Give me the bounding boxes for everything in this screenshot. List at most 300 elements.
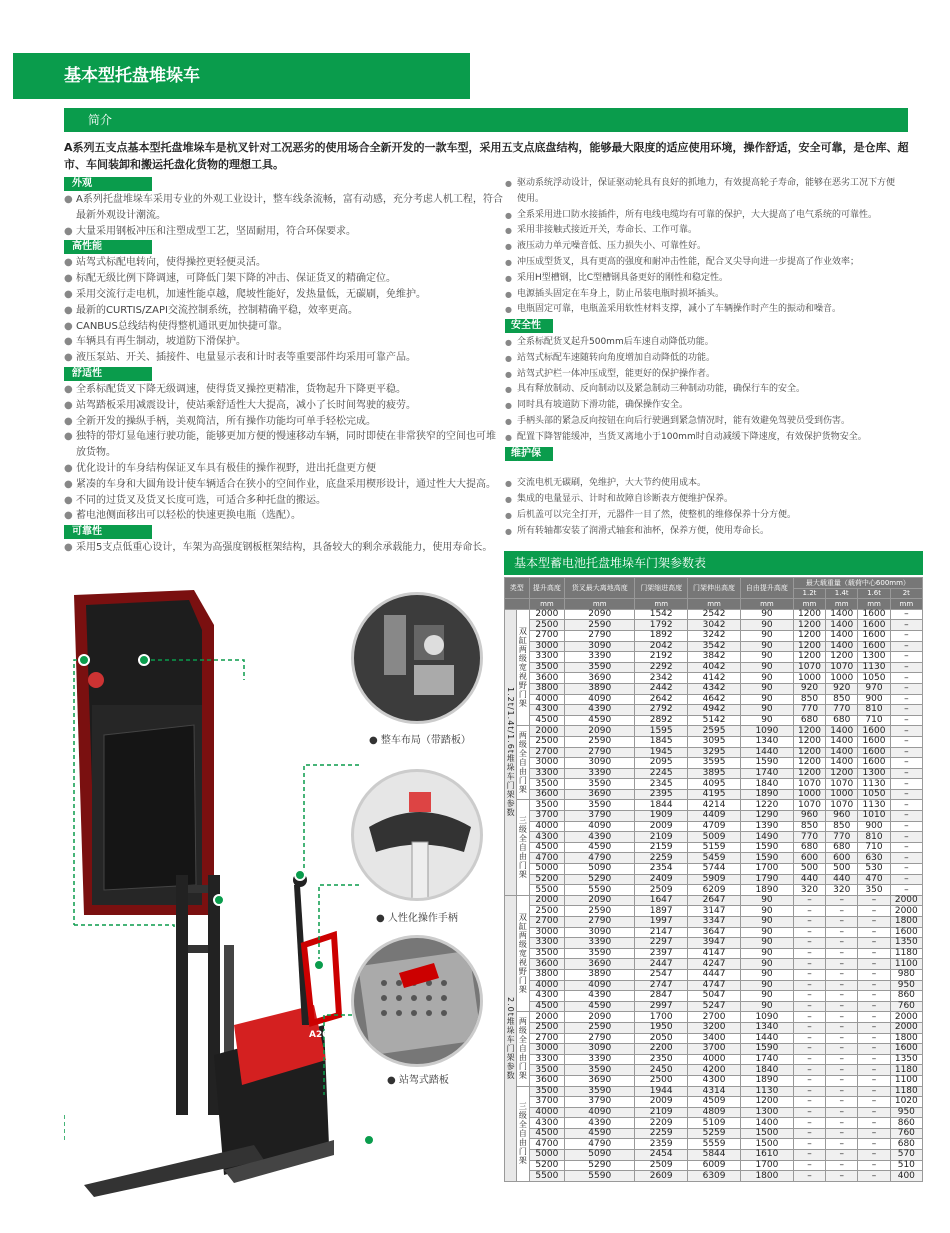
table-cell: 1950 (635, 1022, 688, 1033)
table-cell: 2595 (688, 726, 741, 737)
table-cell: 770 (826, 705, 858, 716)
table-row (505, 683, 923, 694)
table-cell: 2997 (635, 1001, 688, 1012)
table-cell: 5290 (565, 874, 635, 885)
feature-item: ● 标配无级比例下降调速，可降低门架下降的冲击、保证货叉的精确定位。 (64, 271, 504, 287)
table-cell: 2000 (529, 726, 565, 737)
table-cell: 1070 (826, 662, 858, 673)
table-cell: – (793, 991, 825, 1002)
table-cell: – (890, 630, 922, 641)
table-cell: 680 (793, 715, 825, 726)
table-cell: 710 (858, 715, 890, 726)
table-cell: – (890, 705, 922, 716)
table-cell: 1000 (826, 673, 858, 684)
table-cell: 90 (740, 948, 793, 959)
feature-item: ● 采用5支点低重心设计，车架为高强度钢板框架结构，具备较大的剩余承载能力，使用寿命长。 (64, 540, 504, 556)
table-cell: – (890, 768, 922, 779)
group-label: 2.0t堆垛车门架参数 (505, 895, 517, 1181)
table-cell: 2000 (529, 609, 565, 620)
table-cell: 4300 (529, 832, 565, 843)
table-cell: 850 (793, 821, 825, 832)
table-cell: 320 (826, 885, 858, 896)
table-row (505, 980, 923, 991)
table-cell: 3390 (565, 938, 635, 949)
table-cell: – (793, 1012, 825, 1023)
subgroup-label: 两级全自由门架 (517, 726, 529, 800)
table-cell: 3500 (529, 662, 565, 673)
table-cell: 2292 (635, 662, 688, 673)
table-cell: 5009 (688, 832, 741, 843)
feature-item: ● 电源插头固定在车身上，防止吊装电瓶时损坏插头。 (505, 287, 900, 303)
table-cell: – (890, 779, 922, 790)
table-cell: 1600 (858, 609, 890, 620)
feature-item: ● 全系标配货叉起升500mm后车速自动降低功能。 (505, 335, 900, 351)
table-cell: – (793, 1044, 825, 1055)
subgroup-label: 双缸两级宽视野门架 (517, 895, 529, 1012)
feature-item: ● 独特的带灯显龟速行驶功能，能够更加方便的慢速移动车辆，同时即使在非常狭窄的空间也可堆放货物。 (64, 429, 504, 461)
table-cell: – (793, 1065, 825, 1076)
table-cell: 1070 (793, 779, 825, 790)
table-cell: 2000 (890, 1012, 922, 1023)
table-cell: – (890, 652, 922, 663)
table-cell: 3200 (688, 1022, 741, 1033)
table-cell: – (858, 1001, 890, 1012)
caption-layout-text: 整车布局（带踏板） (380, 735, 471, 746)
table-cell: – (793, 917, 825, 928)
table-cell: 90 (740, 673, 793, 684)
table-cell: – (793, 1054, 825, 1065)
table-cell: 3542 (688, 641, 741, 652)
table-cell: 3800 (529, 969, 565, 980)
table-cell: 1600 (858, 620, 890, 631)
feature-column-right (505, 176, 900, 540)
th-unit: mm (793, 599, 825, 610)
truck-model-label: A20 (309, 1030, 329, 1040)
table-cell: 4700 (529, 853, 565, 864)
truck-body (84, 873, 339, 1197)
table-cell: 1290 (740, 811, 793, 822)
table-cell: – (890, 683, 922, 694)
table-cell: 500 (826, 864, 858, 875)
table-cell: 4000 (529, 1107, 565, 1118)
table-cell: 2747 (635, 980, 688, 991)
table-cell: 2000 (890, 1022, 922, 1033)
table-cell: 1600 (858, 736, 890, 747)
table-cell: 2297 (635, 938, 688, 949)
table-cell: 1440 (740, 747, 793, 758)
pedal-photo (351, 935, 483, 1067)
table-cell: 1070 (793, 800, 825, 811)
table-cell: 5500 (529, 1171, 565, 1182)
feature-item: ● 站驾式标配电转向，使得操控更轻便灵活。 (64, 255, 504, 271)
table-cell: 4409 (688, 811, 741, 822)
table-cell: – (890, 885, 922, 896)
th-cap-4: 2t (890, 588, 922, 599)
table-cell: 90 (740, 705, 793, 716)
table-row (505, 969, 923, 980)
table-row (505, 853, 923, 864)
table-cell: 2509 (635, 1160, 688, 1171)
table-cell: 5290 (565, 1160, 635, 1171)
section-heading: 舒适性 (64, 367, 152, 381)
layout-photo-art (354, 595, 483, 724)
table-cell: 1610 (740, 1150, 793, 1161)
table-row (505, 609, 923, 620)
table-cell: 1600 (858, 758, 890, 769)
table-cell: 680 (826, 715, 858, 726)
table-cell: 3590 (565, 1086, 635, 1097)
table-cell: 4942 (688, 705, 741, 716)
table-cell: 1340 (740, 736, 793, 747)
table-cell: 2500 (635, 1075, 688, 1086)
table-row (505, 1065, 923, 1076)
table-cell: – (826, 1075, 858, 1086)
table-cell: 2350 (635, 1054, 688, 1065)
table-cell: 2009 (635, 821, 688, 832)
table-cell: 90 (740, 938, 793, 949)
table-cell: 90 (740, 895, 793, 906)
table-cell: 1400 (826, 609, 858, 620)
table-cell: 1180 (890, 1086, 922, 1097)
table-cell: 960 (826, 811, 858, 822)
table-cell: 4300 (529, 1118, 565, 1129)
table-cell: – (858, 980, 890, 991)
table-cell: 2000 (890, 895, 922, 906)
table-cell: 4790 (565, 1139, 635, 1150)
table-cell: 1595 (635, 726, 688, 737)
th-unit: mm (826, 599, 858, 610)
table-cell: 2395 (635, 789, 688, 800)
table-cell: 5159 (688, 842, 741, 853)
table-cell: 760 (890, 1128, 922, 1139)
table-cell: 1200 (793, 736, 825, 747)
table-cell: 90 (740, 683, 793, 694)
table-cell: – (858, 1139, 890, 1150)
table-cell: 1400 (826, 641, 858, 652)
table-cell: 2342 (635, 673, 688, 684)
table-cell: 2245 (635, 768, 688, 779)
table-row (505, 715, 923, 726)
table-cell: 900 (858, 821, 890, 832)
table-cell: 2009 (635, 1097, 688, 1108)
table-cell: 2147 (635, 927, 688, 938)
table-cell: 5200 (529, 874, 565, 885)
table-cell: – (793, 938, 825, 949)
table-row (505, 864, 923, 875)
table-cell: – (793, 1150, 825, 1161)
table-cell: 5090 (565, 1150, 635, 1161)
table-cell: – (826, 906, 858, 917)
table-cell: 1500 (740, 1128, 793, 1139)
table-cell: 5459 (688, 853, 741, 864)
table-cell: 2700 (529, 747, 565, 758)
table-cell: – (890, 874, 922, 885)
table-cell: 2454 (635, 1150, 688, 1161)
table-cell: 2090 (565, 609, 635, 620)
table-cell: 4090 (565, 1107, 635, 1118)
feature-item: ● 电瓶固定可靠，电瓶盖采用软性材料支撑，减小了车辆操作时产生的振动和噪音。 (505, 302, 900, 318)
table-cell: – (858, 1107, 890, 1118)
table-row (505, 832, 923, 843)
table-cell: 3700 (529, 811, 565, 822)
table-row (505, 620, 923, 631)
table-cell: 710 (858, 842, 890, 853)
table-cell: 1300 (858, 768, 890, 779)
table-cell: 2590 (565, 620, 635, 631)
feature-item: ● 液压泵站、开关、插接件、电量显示表和计时表等重要部件均采用可靠产品。 (64, 350, 504, 366)
caption-handle-text: 人性化操作手柄 (387, 913, 458, 924)
table-cell: 860 (890, 1118, 922, 1129)
table-cell: – (826, 980, 858, 991)
table-cell: – (793, 969, 825, 980)
th-cap-1: 1.2t (793, 588, 825, 599)
handle-photo-art (354, 772, 483, 901)
table-cell: – (890, 694, 922, 705)
feature-item: ● 采用H型槽钢，比C型槽钢具备更好的刚性和稳定性。 (505, 271, 900, 287)
table-cell: 1840 (740, 779, 793, 790)
table-cell: 3590 (565, 948, 635, 959)
table-cell: 2447 (635, 959, 688, 970)
table-cell: 4642 (688, 694, 741, 705)
th-closed: 货叉最大离地高度 (565, 578, 635, 599)
table-cell: – (826, 969, 858, 980)
table-row (505, 1171, 923, 1182)
caption-pedal-text: 站驾式踏板 (398, 1075, 449, 1086)
table-cell: 1800 (890, 917, 922, 928)
table-cell: 510 (890, 1160, 922, 1171)
table-cell: 920 (826, 683, 858, 694)
table-cell: 500 (793, 864, 825, 875)
table-cell: 2590 (565, 906, 635, 917)
feature-item: ● 液压动力单元噪音低、压力损失小、可靠性好。 (505, 239, 900, 255)
caption-layout: ● 整车布局（带踏板） (369, 735, 471, 746)
table-cell: – (858, 1054, 890, 1065)
table-cell: 1600 (858, 630, 890, 641)
table-cell: 1200 (793, 641, 825, 652)
table-cell: – (890, 715, 922, 726)
table-cell: 90 (740, 630, 793, 641)
table-cell: 2209 (635, 1118, 688, 1129)
table-cell: 2000 (529, 895, 565, 906)
table-cell: 970 (858, 683, 890, 694)
table-cell: 2354 (635, 864, 688, 875)
table-cell: – (826, 1065, 858, 1076)
intro-heading: 简介 (64, 108, 908, 132)
table-row (505, 1139, 923, 1150)
table-cell: 1100 (890, 1075, 922, 1086)
detail-photo-frame (74, 590, 214, 915)
table-cell: 1600 (858, 641, 890, 652)
th-unit: mm (688, 599, 741, 610)
table-cell: 570 (890, 1150, 922, 1161)
table-cell: 5844 (688, 1150, 741, 1161)
table-cell: 2847 (635, 991, 688, 1002)
table-cell: 4390 (565, 832, 635, 843)
page-title: 基本型托盘堆垛车 (13, 53, 470, 99)
table-row (505, 705, 923, 716)
table-cell: 1050 (858, 789, 890, 800)
table-cell: 3000 (529, 927, 565, 938)
table-cell: – (858, 969, 890, 980)
table-cell: 760 (890, 1001, 922, 1012)
table-cell: 3300 (529, 1054, 565, 1065)
table-cell: 4090 (565, 821, 635, 832)
table-cell: 1300 (740, 1107, 793, 1118)
table-cell: 5200 (529, 1160, 565, 1171)
table-row (505, 726, 923, 737)
table-cell: 850 (793, 694, 825, 705)
table-row (505, 927, 923, 938)
table-cell: 1400 (826, 726, 858, 737)
feature-item: ● 站驾式标配车速随转向角度增加自动降低的功能。 (505, 351, 900, 367)
feature-item: ● 站驾式护栏一体冲压成型，能更好的保护操作者。 (505, 367, 900, 383)
feature-item: ● 手柄头部的紧急反向按钮在向后行驶遇到紧急情况时，能有效避免驾驶员受到伤害。 (505, 414, 900, 430)
table-cell: 90 (740, 927, 793, 938)
table-cell: 2450 (635, 1065, 688, 1076)
table-cell: 1909 (635, 811, 688, 822)
table-cell: 4590 (565, 1128, 635, 1139)
table-cell: 980 (890, 969, 922, 980)
table-cell: – (826, 1033, 858, 1044)
table-cell: – (793, 1171, 825, 1182)
table-cell: 2790 (565, 747, 635, 758)
table-cell: – (858, 927, 890, 938)
table-cell: – (858, 1128, 890, 1139)
table-cell: – (826, 991, 858, 1002)
table-cell: 3800 (529, 683, 565, 694)
table-cell: 3295 (688, 747, 741, 758)
table-cell: 2192 (635, 652, 688, 663)
table-row (505, 1160, 923, 1171)
feature-item: ● 不同的过货叉及货叉长度可选，可适合多种托盘的搬运。 (64, 493, 504, 509)
table-cell: 3390 (565, 652, 635, 663)
table-cell: 2790 (565, 630, 635, 641)
feature-item: ● 冲压成型货叉，具有更高的强度和耐冲击性能，配合叉尖导向进一步提高了作业效率； (505, 255, 900, 271)
table-cell: – (826, 1160, 858, 1171)
table-cell: 1070 (793, 662, 825, 673)
table-cell: 3300 (529, 938, 565, 949)
th-capacity: 最大载重量（载荷中心600mm） (793, 578, 922, 589)
table-cell: 3600 (529, 789, 565, 800)
table-cell: 5047 (688, 991, 741, 1002)
table-cell: 3347 (688, 917, 741, 928)
table-cell: 3600 (529, 673, 565, 684)
feature-item: ● 配置下降智能缓冲，当货叉离地小于100mm时自动减缓下降速度，有效保护货物安全。 (505, 430, 900, 446)
table-cell: 1740 (740, 1054, 793, 1065)
table-cell: 6009 (688, 1160, 741, 1171)
table-cell: 6209 (688, 885, 741, 896)
table-cell: 4790 (565, 853, 635, 864)
table-cell: – (890, 662, 922, 673)
table-cell: 440 (793, 874, 825, 885)
table-cell: 5109 (688, 1118, 741, 1129)
table-cell: 1130 (858, 800, 890, 811)
th-type: 类型 (505, 578, 530, 599)
table-cell: 1340 (740, 1022, 793, 1033)
table-cell: 5000 (529, 1150, 565, 1161)
table-row (505, 1150, 923, 1161)
table-cell: 1792 (635, 620, 688, 631)
th-unit: mm (635, 599, 688, 610)
table-cell: 2642 (635, 694, 688, 705)
table-cell: 1840 (740, 1065, 793, 1076)
table-cell: 90 (740, 917, 793, 928)
table-cell: 3595 (688, 758, 741, 769)
table-cell: 1897 (635, 906, 688, 917)
table-cell: 1180 (890, 1065, 922, 1076)
table-cell: – (826, 917, 858, 928)
table-cell: 2442 (635, 683, 688, 694)
table-cell: – (793, 1022, 825, 1033)
table-cell: 3390 (565, 768, 635, 779)
table-cell: 4000 (529, 821, 565, 832)
caption-handle: ● 人性化操作手柄 (376, 913, 458, 924)
table-cell: 4142 (688, 673, 741, 684)
table-cell: 1400 (826, 630, 858, 641)
table-cell: 4300 (529, 705, 565, 716)
feature-item: ● 所有转轴都安装了润滑式轴套和油杯，保养方便，使用寿命长。 (505, 524, 900, 540)
table-cell: 2259 (635, 853, 688, 864)
table-cell: 3400 (688, 1033, 741, 1044)
table-cell: 1130 (740, 1086, 793, 1097)
table-cell: 4195 (688, 789, 741, 800)
table-cell: 850 (826, 694, 858, 705)
feature-item: ● 最新的CURTIS/ZAPI交流控制系统，控制精确平稳，效率更高。 (64, 303, 504, 319)
table-cell: 1400 (826, 736, 858, 747)
product-photo-area (64, 585, 504, 1225)
table-cell: 350 (858, 885, 890, 896)
table-cell: 770 (793, 705, 825, 716)
feature-column-left (64, 176, 504, 556)
table-cell: 680 (793, 842, 825, 853)
table-row (505, 1097, 923, 1108)
table-cell: 4300 (529, 991, 565, 1002)
table-cell: 4700 (529, 1139, 565, 1150)
table-cell: – (826, 948, 858, 959)
table-cell: 4042 (688, 662, 741, 673)
table-cell: 3500 (529, 1086, 565, 1097)
table-cell: 1070 (826, 800, 858, 811)
table-cell: 1800 (740, 1171, 793, 1182)
table-cell: 1200 (793, 630, 825, 641)
feature-item: ● 交流电机无碳刷，免维护，大大节约使用成本。 (505, 476, 900, 492)
table-cell: – (826, 1118, 858, 1129)
subgroup-label: 三级全自由门架 (517, 800, 529, 895)
table-cell: 4342 (688, 683, 741, 694)
table-row (505, 895, 923, 906)
table-cell: 2090 (565, 1012, 635, 1023)
table-cell: 3690 (565, 1075, 635, 1086)
table-cell: – (793, 1086, 825, 1097)
table-cell: – (858, 1097, 890, 1108)
table-cell: 680 (826, 842, 858, 853)
table-cell: 440 (826, 874, 858, 885)
subgroup-label: 两级全自由门架 (517, 1012, 529, 1086)
table-cell: – (826, 1150, 858, 1161)
feature-item: ● 后机盖可以完全打开，元器件一目了然，使整机的维修保养十分方便。 (505, 508, 900, 524)
table-cell: – (858, 1086, 890, 1097)
th-cap-3: 1.6t (858, 588, 890, 599)
table-cell: 3890 (565, 969, 635, 980)
table-cell: 4200 (688, 1065, 741, 1076)
table-cell: 3242 (688, 630, 741, 641)
table-cell: – (890, 620, 922, 631)
intro-text: A系列五支点基本型托盘堆垛车是杭叉针对工况恶劣的使用场合全新开发的一款车型，采用五支点底盘结构，能够最大限度的适应使用环境，操作舒适，安全可靠，是仓库、超市、车间装卸和搬运托盘化货物的理想工具。 (64, 141, 909, 171)
table-cell: 1200 (826, 652, 858, 663)
table-cell: 1000 (793, 673, 825, 684)
table-cell: 90 (740, 980, 793, 991)
th-unit: mm (858, 599, 890, 610)
